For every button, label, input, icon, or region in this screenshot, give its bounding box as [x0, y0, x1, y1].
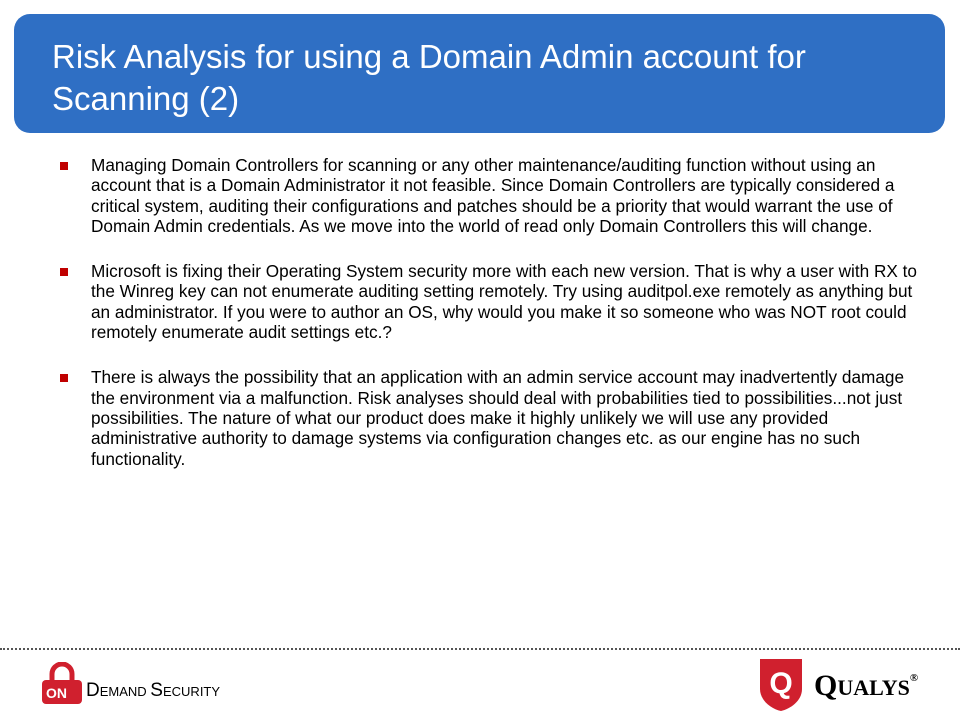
bullet-text: Managing Domain Controllers for scanning or any other maintenance/auditing function without using an account that is a Domain Administrator it not feasible. Since Domain Controllers are typically considered a critical system, auditing their configurations and patches should be a priority that would warrant the use of Domain Admin credentials. As we move into the world of read only Domain Controllers this will change.	[91, 155, 895, 236]
footer-divider	[0, 648, 960, 650]
qualys-logo	[756, 655, 946, 713]
bullet-marker-icon	[60, 162, 68, 170]
svg-text:Q: Q	[769, 667, 793, 700]
title-bar	[14, 14, 945, 133]
bullet-marker-icon	[60, 268, 68, 276]
bullet-text: There is always the possibility that an application with an admin service account may inadvertently damage the environment via a malfunction. Risk analyses should deal with probabilities tied to possibilities...not just possibilities. The nature of what our product does make it highly unlikely we will use any provided administrative authority to damage systems via configuration changes etc. as our engine has no such functionality.	[91, 367, 905, 469]
bullet-text: Microsoft is fixing their Operating System security more with each new version. That is why a user with RX to the Winreg key can not enumerate auditing setting remotely. Try using auditpol.exe remotely as anything but an administrator. If you were to author an OS, why would you make it so someone who was NOT root could remotely enumerate audit settings etc.?	[91, 261, 917, 343]
bullet-item	[60, 155, 920, 236]
slide-title: Risk Analysis for using a Domain Admin account for Scanning (2)	[52, 38, 806, 117]
slide-content	[60, 155, 920, 494]
bullet-item	[60, 261, 920, 342]
qualys-shield-icon	[760, 659, 802, 711]
qualys-wordmark: QUALYS®	[814, 669, 919, 702]
logo-on-text: ON	[46, 685, 67, 701]
bullet-marker-icon	[60, 374, 68, 382]
bullet-item	[60, 367, 920, 468]
logo-demand-security-text: DEMAND SECURITY	[86, 680, 221, 701]
ondemand-security-logo	[38, 662, 268, 708]
